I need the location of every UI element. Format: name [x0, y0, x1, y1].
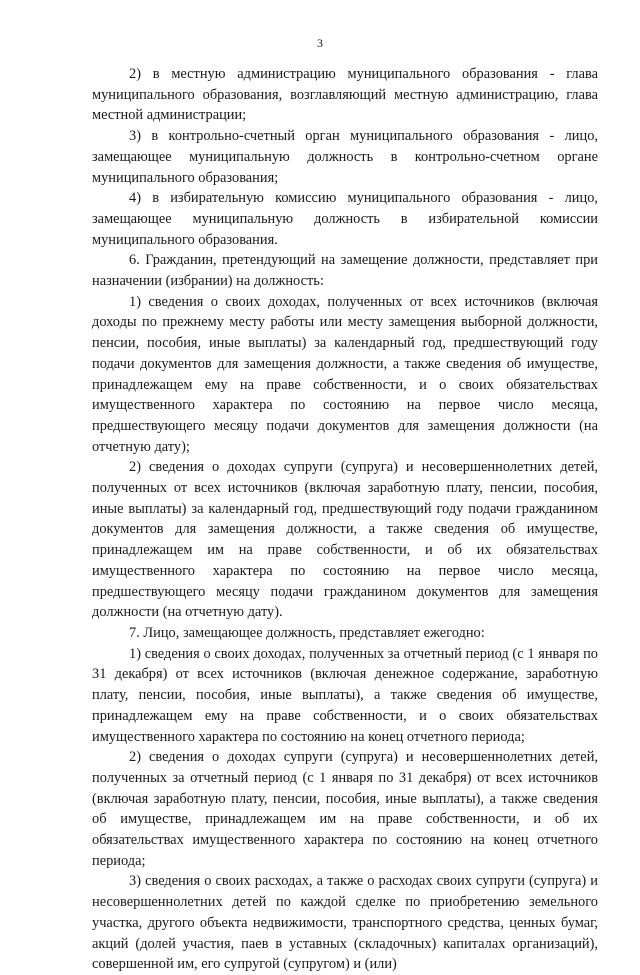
- paragraph-7-2-spouse-income: 2) сведения о доходах супруги (супруга) и несовершеннолетних детей, полученных за отчетный период (с 1 января по 31 декабря) от всех источников (включая заработную плату, пенсии, пособия, иные выплаты), а также сведения об имуществе, принадлежащем им на праве собственности, и об их обязательствах имущественного характера по состоянию на конец отчетного периода;: [92, 749, 598, 869]
- paragraph-3-audit-body: 3) в контрольно-счетный орган муниципального образования - лицо, замещающее муниципальную должность в контрольно-счетном органе муниципального образования;: [92, 128, 598, 186]
- paragraph-7-annual-submission: 7. Лицо, замещающее должность, представляет ежегодно:: [129, 624, 485, 641]
- paragraph-2-local-administration: 2) в местную администрацию муниципального образования - глава муниципального образования, возглавляющий местную администрацию, глава местной администрации;: [92, 66, 598, 124]
- paragraph-6-1-own-income: 1) сведения о своих доходах, полученных от всех источников (включая доходы по прежнему месту работы или месту замещения выборной должности, пенсии, пособия, иные выплаты) за календарный год, предшествующий году подачи документов для замещения должности, а также сведения об имуществе, принадлежащем ему на праве собственности, и о своих обязательствах имущественного характера по состоянию на первое число месяца, предшествующего месяцу подачи документов для замещения должности (на отчетную дату);: [92, 293, 598, 455]
- paragraph-6-2-spouse-income: 2) сведения о доходах супруги (супруга) и несовершеннолетних детей, полученных от всех источников (включая заработную плату, пенсии, пособия, иные выплаты) за календарный год, предшествующий году подачи гражданином документов для замещения должности, а также сведения об имуществе, принадлежащем им на праве собственности, и об их обязательствах имущественного характера по состоянию на первое число месяца, предшествующего месяцу подачи гражданином документов для замещения должности (на отчетную дату).: [92, 459, 598, 621]
- paragraph-6-candidate-submission: 6. Гражданин, претендующий на замещение должности, представляет при назначении (избрании) на должность:: [92, 252, 598, 290]
- paragraph-7-1-own-income: 1) сведения о своих доходах, полученных за отчетный период (с 1 января по 31 декабря) от всех источников (включая денежное содержание, заработную плату, пенсии, пособия, иные выплаты), а также сведения об имуществе, принадлежащем ему на праве собственности, и о своих обязательствах имущественного характера по состоянию на конец отчетного периода;: [92, 645, 598, 745]
- page-number: 3: [317, 36, 323, 50]
- paragraph-4-election-commission: 4) в избирательную комиссию муниципального образования - лицо, замещающее муниципальную должность в избирательной комиссии муниципального образования.: [92, 190, 598, 248]
- paragraph-7-3-expenses: 3) сведения о своих расходах, а также о расходах своих супруги (супруга) и несовершеннолетних детей по каждой сделке по приобретению земельного участка, другого объекта недвижимости, транспортного средства, ценных бумаг, акций (долей участия, паев в уставных (складочных) капиталах организаций), совершенной им, его супругой (супругом) и (или): [92, 873, 598, 973]
- document-body: [92, 64, 598, 975]
